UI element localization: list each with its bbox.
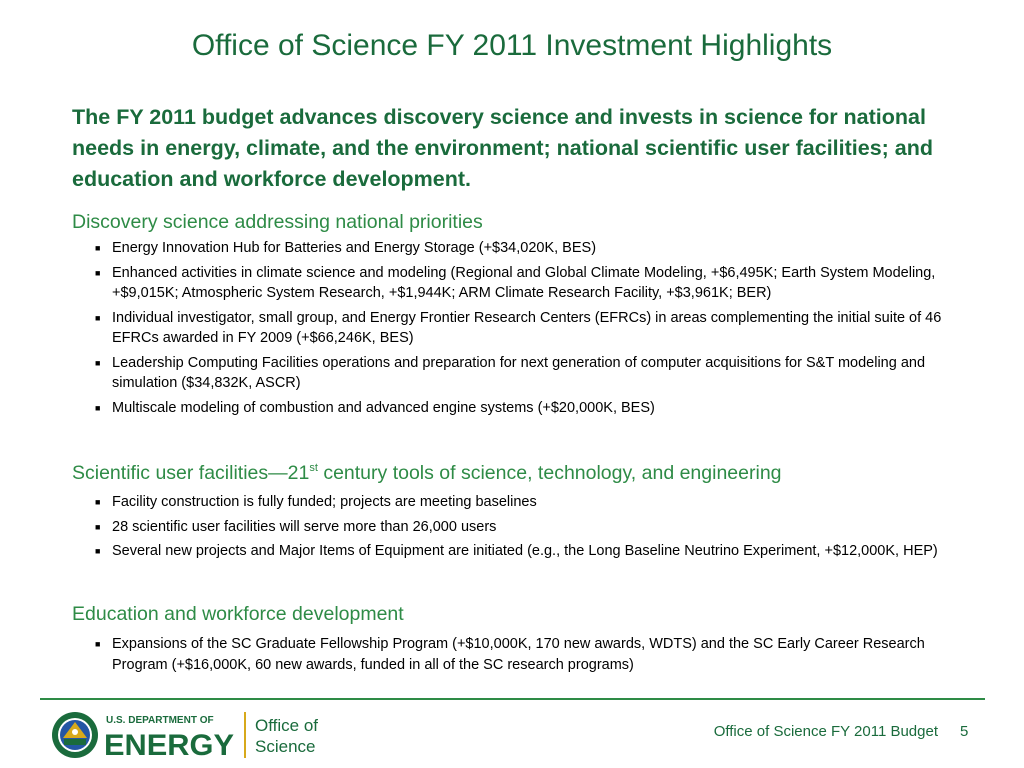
list-item: ■ Individual investigator, small group, and Energy Frontier Research Centers (EFRCs) in areas complementing the initial suite of 46 EFRCs awarded in FY 2009 (+$66,246K, BES) [95, 309, 942, 346]
list-item: ■ Multiscale modeling of combustion and advanced engine systems (+$20,000K, BES) [112, 398, 957, 419]
square-bullet-icon: ■ [95, 267, 101, 278]
section-heading-user-facilities: Scientific user facilities—21st century tools of science, technology, and engineering [72, 462, 782, 484]
list-item: ■ 28 scientific user facilities will serve more than 26,000 users [112, 517, 957, 538]
list-item: ■ Leadership Computing Facilities operations and preparation for next generation of computer acquisitions for S&T modeling and simulation ($34,832K, ASCR) [95, 354, 926, 391]
discovery-bullet-list [95, 238, 957, 422]
section-heading-education: Education and workforce development [72, 603, 404, 625]
list-item: ■ Facility construction is fully funded; projects are meeting baselines [112, 492, 957, 513]
logo-office-line1: Office of [255, 716, 318, 735]
list-item: ■ Energy Innovation Hub for Batteries and Energy Storage (+$34,020K, BES) [112, 238, 957, 259]
list-item: ■ Enhanced activities in climate science and modeling (Regional and Global Climate Modeling, +$6,495K; Earth System Modeling, +$9,015K; Atmospheric System Research, +$1,944K; ARM Climate Research Facility, +$3,961K; BER) [95, 264, 936, 301]
section-heading-discovery: Discovery science addressing national priorities [72, 211, 483, 233]
square-bullet-icon: ■ [95, 546, 101, 556]
logo-office-line2: Science [255, 737, 316, 756]
square-bullet-icon: ■ [95, 521, 101, 532]
logo-energy-word: ENERGY [104, 729, 234, 762]
doe-seal-icon [52, 712, 98, 758]
square-bullet-icon: ■ [95, 357, 101, 368]
list-item: ■ Several new projects and Major Items of Equipment are initiated (e.g., the Long Baseline Neutrino Experiment, +$12,000K, HEP) [112, 541, 957, 562]
slide-title: Office of Science FY 2011 Investment Highlights [191, 29, 833, 62]
square-bullet-icon: ■ [95, 402, 101, 413]
logo-department-line: U.S. DEPARTMENT OF [106, 715, 214, 726]
education-bullet-list [95, 634, 957, 679]
footer-text: Office of Science FY 2011 Budget [713, 723, 938, 740]
footer-divider [40, 698, 985, 700]
user-facilities-bullet-list [95, 492, 957, 566]
lead-statement: The FY 2011 budget advances discovery science and invests in science for national needs in energy, climate, and the environment; national scientific user facilities; and education and workforce development. [72, 105, 934, 191]
page-number: 5 [960, 723, 969, 740]
list-item: ■ Expansions of the SC Graduate Fellowship Program (+$10,000K, 170 new awards, WDTS) and the SC Early Career Research Program (+$16,000K, 60 new awards, funded in all of the SC research programs) [95, 636, 925, 673]
square-bullet-icon: ■ [95, 639, 101, 649]
square-bullet-icon: ■ [95, 312, 101, 323]
square-bullet-icon: ■ [95, 243, 101, 253]
doe-office-of-science-logo [50, 708, 350, 762]
square-bullet-icon: ■ [95, 497, 101, 507]
